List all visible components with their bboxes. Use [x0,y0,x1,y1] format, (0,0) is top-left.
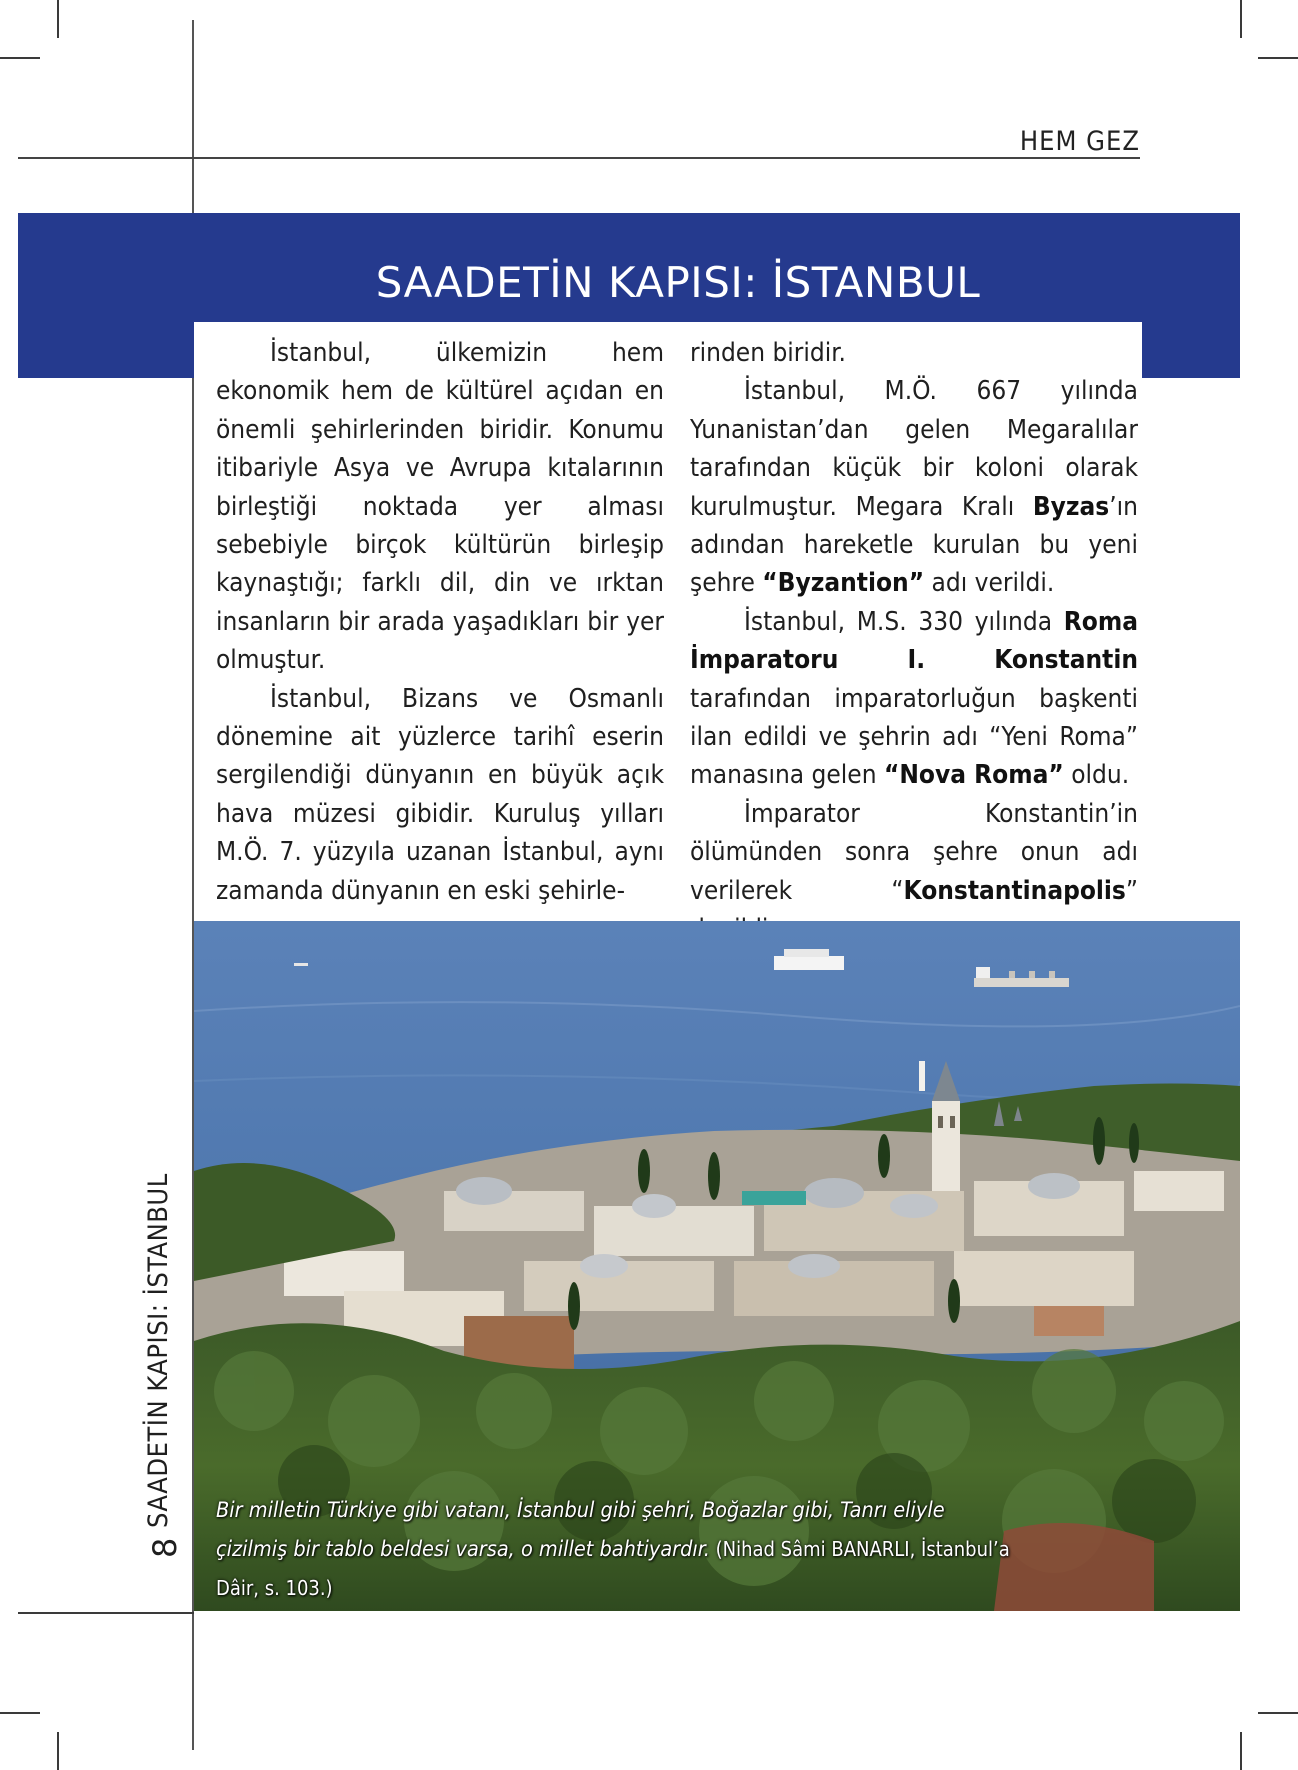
paragraph-2-continued: rinden biridir. [690,338,846,368]
caption-quote: Bir milletin Türkiye gibi vatanı, İstanbul gibi şehri, Boğazlar gibi, Tanrı eliyle çizilmiş bir tablo beldesi varsa, o millet bahtiyardır. [216,1498,945,1562]
paragraph-3: İstanbul, M.Ö. 667 yılında Yunanistan’dan gelen Megaralılar tarafından küçük bir koloni olarak kurulmuştur. Megara Kralı Byzas’ın adından hareketle kurulan bu yeni şehre “Byzantion” adı verildi. [690,376,1138,599]
crop-mark [1258,1712,1298,1714]
crop-mark [1240,0,1242,38]
emphasis-roma: Roma İmparatoru I. Konstantin [690,606,1138,676]
crop-mark [1240,1732,1242,1770]
bottom-rule [18,1612,194,1614]
paragraph-5: İmparator Konstantin’in ölümünden sonra şehre onun adı verilerek “Konstantinapolis” [690,798,1138,906]
header-rule [18,157,1140,159]
text-column-left [216,334,664,910]
text-column-right [690,334,1138,949]
side-running-title: SAADETİN KAPISI: İSTANBUL [143,1173,174,1528]
running-header: HEM GEZ [1019,126,1140,157]
emphasis-nova-roma: “Nova Roma” [883,760,1064,791]
crop-mark [0,57,40,59]
caption-citation: (Nihad Sâmi BANARLI, İstanbul’a Dâir, s. 103.) [216,1537,1010,1600]
emphasis-konstantinapolis: Konstantinapolis [903,875,1126,906]
paragraph-1: İstanbul, ülkemizin hem ekonomik hem de kültürel açıdan en önemli şehirlerinden biridir. Konumu itibariyle Asya ve Avrupa kıtalarının birleştiği noktada yer alması sebebiyle birçok kültürün birleşip kaynaştığı; farklı dil, din ve ırktan insanların bir arada yaşadıkları bir yer olmuştur. [216,338,664,676]
photo-caption [216,1492,1016,1608]
emphasis-byzas: Byzas [1032,491,1110,522]
page-number: 8 [146,1537,184,1558]
crop-mark [0,1712,40,1714]
emphasis-byzantion: “Byzantion” [762,568,925,599]
paragraph-4: İstanbul, M.S. 330 yılında Roma İmparatoru I. Konstantin tarafından imparatorluğun başkenti ilan edildi ve şehrin adı “Yeni Roma” manasına gelen “Nova Roma” oldu. [690,606,1138,791]
paragraph-2: İstanbul, Bizans ve Osmanlı dönemine ait yüzlerce tarihî eserin sergilendiği dünyanın en büyük açık hava müzesi gibidir. Kuruluş yılları M.Ö. 7. yüzyıla uzanan İstanbul, aynı zamanda dünyanın en eski şehirle- [216,683,664,906]
page-title: SAADETİN KAPISI: İSTANBUL [375,258,981,307]
crop-mark [57,0,59,38]
crop-mark [57,1732,59,1770]
crop-mark [1258,57,1298,59]
